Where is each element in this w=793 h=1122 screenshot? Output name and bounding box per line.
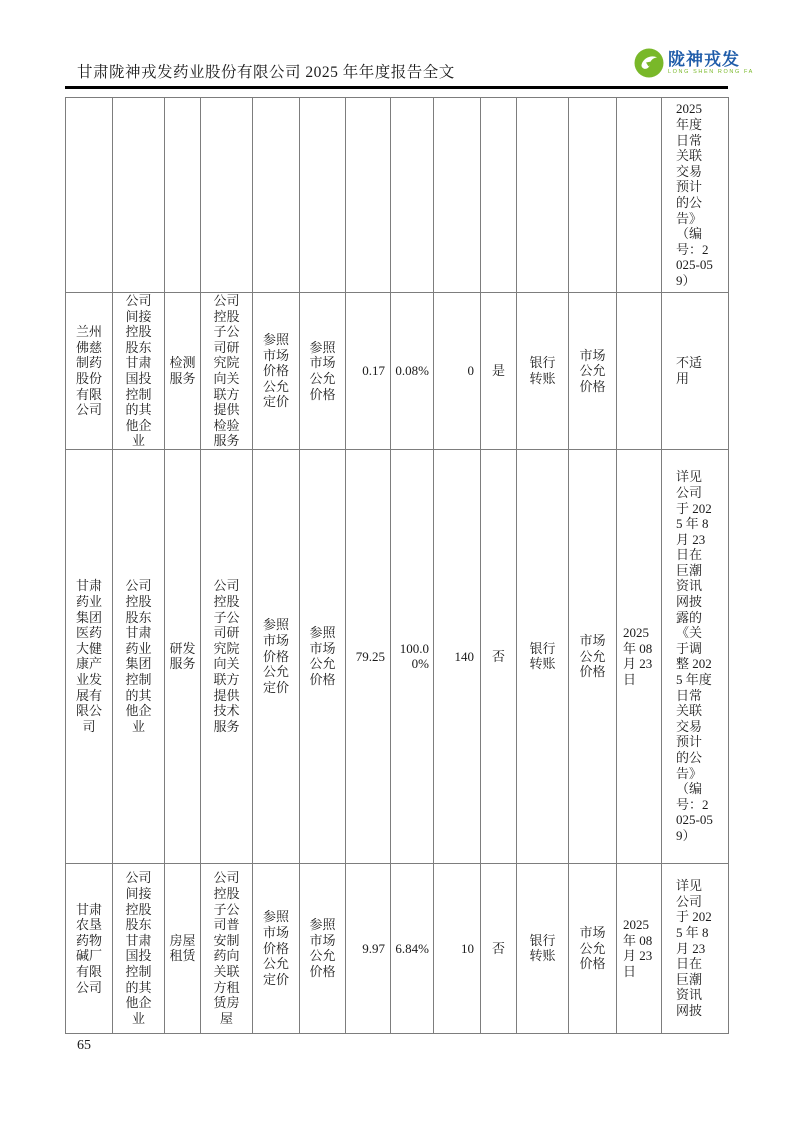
table-cell [517,98,569,293]
table-cell: 6.84% [391,863,434,1033]
table-row [66,863,729,1033]
page-number: 65 [77,1038,91,1053]
table-cell: 市场公允价格 [569,449,617,863]
table-cell: 不适用 [662,293,729,450]
table-cell: 0 [434,293,481,450]
logo-bird-icon [634,48,664,78]
table-cell [253,98,300,293]
table-cell [617,98,662,293]
logo-brand-text: 陇神戎发 [668,49,740,69]
table-cell: 140 [434,449,481,863]
table-cell: 公司控股股东甘肃药业集团控制的其他企业 [113,449,165,863]
table-row [66,449,729,863]
table-cell: 否 [481,449,517,863]
table-cell: 检测服务 [165,293,201,450]
table-cell: 10 [434,863,481,1033]
table-cell: 公司间接控股股东甘肃国投控制的其他企业 [113,293,165,450]
table-cell: 参照市场价格公允定价 [253,449,300,863]
header-divider [65,86,728,89]
report-header-title: 甘肃陇神戎发药业股份有限公司 2025 年年度报告全文 [77,64,455,81]
table-cell: 参照市场公允价格 [300,863,346,1033]
table-cell [165,98,201,293]
table-row [66,293,729,450]
table-cell [481,98,517,293]
table-cell: 银行转账 [517,863,569,1033]
table-cell: 参照市场公允价格 [300,449,346,863]
table-cell: 2025 年 08 月 23 日 [617,863,662,1033]
table-cell [201,98,253,293]
table-cell: 银行转账 [517,449,569,863]
table-cell: 甘肃药业集团医药大健康产业发展有限公司 [66,449,113,863]
table-cell: 100.00% [391,449,434,863]
table-cell: 是 [481,293,517,450]
table-row [66,98,729,293]
table-cell [113,98,165,293]
table-cell: 公司间接控股股东甘肃国投控制的其他企业 [113,863,165,1033]
logo-subtext: LONG SHEN RONG FA [668,68,754,75]
table-cell: 房屋租赁 [165,863,201,1033]
table-cell: 2025 年 08 月 23 日 [617,449,662,863]
table-cell: 市场公允价格 [569,293,617,450]
table-cell: 银行转账 [517,293,569,450]
table-cell: 2025 年度日常关联交易预计的公告》（编号：2025-059） [662,98,729,293]
table-cell: 公司控股子公司研究院向关联方提供检验服务 [201,293,253,450]
table-cell: 兰州佛慈制药股份有限公司 [66,293,113,450]
table-cell: 79.25 [346,449,391,863]
table-cell: 甘肃农垦药物碱厂有限公司 [66,863,113,1033]
table-cell [617,293,662,450]
table-cell [300,98,346,293]
company-logo [634,48,754,78]
table-cell: 0.08% [391,293,434,450]
table-cell: 9.97 [346,863,391,1033]
table-cell [391,98,434,293]
table-cell: 研发服务 [165,449,201,863]
table-cell: 否 [481,863,517,1033]
table-cell: 公司控股子公司普安制药向关联方租赁房屋 [201,863,253,1033]
table-cell: 参照市场价格公允定价 [253,863,300,1033]
table-cell: 详见公司于 2025 年 8 月 23 日在巨潮资讯网披露的《关于调整 2025 年度日常关联交易预计的公告》（编号：2025-059） [662,449,729,863]
table-body [66,98,729,1034]
table-cell [569,98,617,293]
table-cell: 参照市场价格公允定价 [253,293,300,450]
table-cell: 参照市场公允价格 [300,293,346,450]
table-cell [66,98,113,293]
table-cell: 0.17 [346,293,391,450]
table-cell [434,98,481,293]
related-party-transactions-table [65,97,729,1034]
table-cell: 详见公司于 2025 年 8 月 23 日在巨潮资讯网披 [662,863,729,1033]
table-cell: 公司控股子公司研究院向关联方提供技术服务 [201,449,253,863]
table-cell [346,98,391,293]
table-cell: 市场公允价格 [569,863,617,1033]
